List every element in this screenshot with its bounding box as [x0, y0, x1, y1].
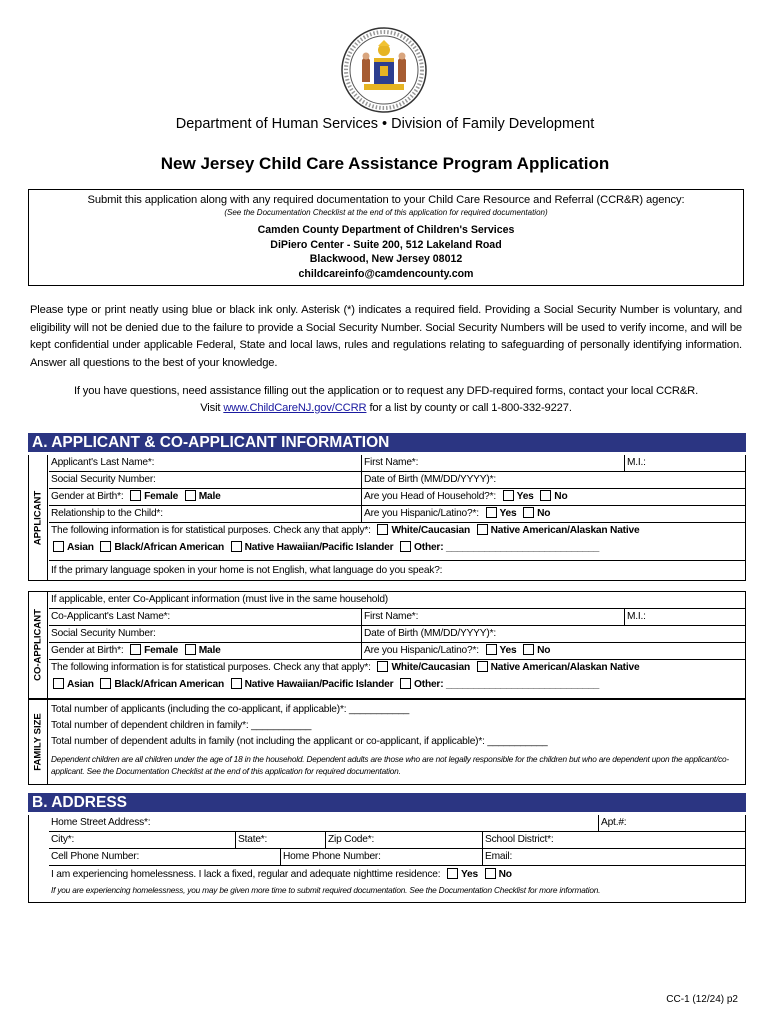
applicant-label: APPLICANT — [32, 490, 44, 545]
email-label: Email: — [485, 851, 513, 862]
homeless-no-label: No — [498, 869, 512, 880]
coapplicant-native-american-label: Native American/Alaskan Native — [490, 662, 640, 673]
apt-label: Apt.#: — [601, 817, 627, 828]
family-size-label: FAMILY SIZE — [32, 713, 44, 771]
zip-code-field[interactable] — [326, 832, 483, 848]
state-field[interactable] — [236, 832, 326, 848]
visit-after-text: for a list by county or call 1-800-332-9227. — [369, 402, 572, 414]
coapplicant-race-row — [49, 660, 746, 700]
coapplicant-label: CO-APPLICANT — [32, 609, 44, 681]
cell-phone-field[interactable] — [49, 849, 281, 865]
coapplicant-hawaiian-label: Native Hawaiian/Pacific Islander — [244, 679, 394, 690]
visit-text: Visit — [200, 402, 221, 414]
coapplicant-last-name-label: Co-Applicant's Last Name*: — [51, 611, 171, 622]
coapplicant-other-race-label[interactable]: Other: ____________________________ — [414, 679, 600, 690]
coapplicant-hispanic-field — [362, 643, 746, 659]
family-size-block — [28, 699, 746, 785]
applicant-gender-field — [49, 489, 362, 505]
applicant-race-intro: The following information is for statistical purposes. Check any that apply*: — [51, 525, 371, 536]
street-row — [49, 815, 746, 832]
documentation-note: (See the Documentation Checklist at the end of this application for required documentation) — [224, 208, 548, 217]
applicant-hispanic-label: Are you Hispanic/Latino?*: — [364, 508, 479, 519]
applicant-male-label: Male — [198, 491, 221, 502]
coapplicant-hispanic-yes-label: Yes — [499, 645, 517, 656]
coapplicant-race-intro: The following information is for statistical purposes. Check any that apply*: — [51, 662, 371, 673]
applicant-male-checkbox[interactable] — [185, 490, 196, 501]
section-a-header — [28, 433, 746, 452]
section-b-header — [28, 793, 746, 812]
coapplicant-hawaiian-checkbox[interactable] — [231, 678, 242, 689]
applicant-other-race-label[interactable]: Other: ____________________________ — [414, 542, 600, 553]
coapplicant-side-label — [29, 592, 48, 698]
coapplicant-intro-text: If applicable, enter Co-Applicant information (must live in the same household) — [51, 594, 388, 605]
questions-line: If you have questions, need assistance filling out the application or to request any DFD-required forms, contact your local CCR&R. — [73, 385, 699, 397]
coapplicant-hispanic-no-checkbox[interactable] — [523, 644, 534, 655]
address-block — [28, 815, 746, 903]
coapplicant-mi-field[interactable] — [625, 609, 746, 625]
coapplicant-intro-row — [49, 592, 746, 609]
applicant-last-name-label: Applicant's Last Name*: — [51, 457, 155, 468]
applicant-mi-label: M.I.: — [627, 457, 646, 468]
coapplicant-gender-label: Gender at Birth*: — [51, 645, 124, 656]
coapplicant-dob-label: Date of Birth (MM/DD/YYYY)*: — [364, 628, 496, 639]
applicant-native-american-checkbox[interactable] — [477, 524, 488, 535]
head-of-household-label: Are you Head of Household?*: — [364, 491, 497, 502]
apt-field[interactable] — [599, 815, 746, 831]
dependents-note: Dependent children are all children under the age of 18 in the household. Dependent adults are those who are not legally responsible for the children but who are dependent upon the applicant/co-applicant. See the Documentation Checklist at the end of this application for required documentation. — [51, 754, 729, 776]
coapplicant-asian-checkbox[interactable] — [53, 678, 64, 689]
coapplicant-native-american-checkbox[interactable] — [477, 661, 488, 672]
coapplicant-ssn-row — [49, 626, 746, 643]
city-field[interactable] — [49, 832, 236, 848]
applicant-last-name-field[interactable] — [49, 455, 362, 471]
coapplicant-hispanic-yes-checkbox[interactable] — [486, 644, 497, 655]
coapplicant-block — [28, 591, 746, 699]
homelessness-field — [51, 867, 512, 883]
city-row — [49, 832, 746, 849]
coapplicant-hispanic-label: Are you Hispanic/Latino?*: — [364, 645, 479, 656]
section-b-title: B. ADDRESS — [32, 794, 128, 811]
applicant-black-label: Black/African American — [114, 542, 224, 553]
applicant-other-race-checkbox[interactable] — [400, 541, 411, 552]
coapplicant-hispanic-no-label: No — [537, 645, 551, 656]
applicant-gender-label: Gender at Birth*: — [51, 491, 124, 502]
street-address-field[interactable] — [49, 815, 599, 831]
applicant-race-line2 — [49, 540, 599, 556]
head-no-label: No — [554, 491, 568, 502]
coapplicant-black-checkbox[interactable] — [100, 678, 111, 689]
applicant-hawaiian-checkbox[interactable] — [231, 541, 242, 552]
applicant-white-label: White/Caucasian — [391, 525, 470, 536]
coapplicant-first-name-label: First Name*: — [364, 611, 419, 622]
applicant-ssn-field[interactable] — [49, 472, 362, 488]
dependent-adults-field[interactable]: Total number of dependent adults in family (not including the applicant or co-applicant, if applicable)*: ___________ — [51, 736, 548, 747]
applicant-native-american-label: Native American/Alaskan Native — [490, 525, 640, 536]
coapplicant-dob-field[interactable] — [362, 626, 746, 642]
coapplicant-race-line1 — [51, 660, 639, 676]
street-address-label: Home Street Address*: — [51, 817, 151, 828]
questions-paragraph — [30, 383, 742, 417]
coapplicant-female-label: Female — [144, 645, 179, 656]
home-phone-label: Home Phone Number: — [283, 851, 381, 862]
applicant-relationship-row — [49, 506, 746, 523]
state-label: State*: — [238, 834, 268, 845]
applicant-female-checkbox[interactable] — [130, 490, 141, 501]
applicant-first-name-label: First Name*: — [364, 457, 419, 468]
homelessness-note: If you are experiencing homelessness, you may be given more time to submit required documentation. See the Documentation Checklist for more information. — [51, 885, 601, 895]
total-applicants-field[interactable]: Total number of applicants (including the co-applicant, if applicable)*: ___________ — [51, 704, 410, 715]
email-field[interactable] — [483, 849, 746, 865]
applicant-hispanic-field — [362, 506, 746, 522]
coapplicant-intro — [49, 592, 746, 608]
applicant-hispanic-no-checkbox[interactable] — [523, 507, 534, 518]
agency-email: childcareinfo@camdencounty.com — [298, 267, 474, 280]
ccrr-link[interactable]: www.ChildCareNJ.gov/CCRR — [223, 402, 367, 414]
section-a-title: A. APPLICANT & CO-APPLICANT INFORMATION — [32, 434, 390, 451]
applicant-asian-label: Asian — [67, 542, 94, 553]
agency-address — [29, 223, 743, 281]
applicant-dob-label: Date of Birth (MM/DD/YYYY)*: — [364, 474, 496, 485]
nj-state-seal-icon — [340, 26, 428, 114]
language-label: If the primary language spoken in your home is not English, what language do you speak?: — [51, 565, 443, 576]
family-size-side-label — [29, 700, 48, 784]
applicant-gender-row — [49, 489, 746, 506]
coapplicant-ssn-label: Social Security Number: — [51, 628, 156, 639]
applicant-ssn-label: Social Security Number: — [51, 474, 156, 485]
applicant-first-name-field[interactable] — [362, 455, 625, 471]
coapplicant-white-label: White/Caucasian — [391, 662, 470, 673]
city-label: City*: — [51, 834, 75, 845]
head-yes-label: Yes — [516, 491, 534, 502]
applicant-dob-field[interactable] — [362, 472, 746, 488]
coapplicant-female-checkbox[interactable] — [130, 644, 141, 655]
applicant-name-row — [49, 455, 746, 472]
homeless-yes-label: Yes — [461, 869, 478, 880]
coapplicant-race-line2 — [49, 677, 599, 693]
applicant-hispanic-no-label: No — [537, 508, 551, 519]
applicant-mi-field[interactable] — [625, 455, 746, 471]
applicant-relationship-field[interactable] — [49, 506, 362, 522]
coapplicant-other-race-checkbox[interactable] — [400, 678, 411, 689]
applicant-asian-checkbox[interactable] — [53, 541, 64, 552]
applicant-side-label — [29, 455, 48, 580]
home-phone-field[interactable] — [281, 849, 483, 865]
visit-line — [30, 400, 742, 417]
relationship-label: Relationship to the Child*: — [51, 508, 163, 519]
applicant-white-checkbox[interactable] — [377, 524, 388, 535]
homeless-yes-checkbox[interactable] — [447, 868, 458, 879]
applicant-head-of-household-field — [362, 489, 746, 505]
applicant-hawaiian-label: Native Hawaiian/Pacific Islander — [244, 542, 394, 553]
agency-address-line1: DiPiero Center - Suite 200, 512 Lakeland Road — [270, 238, 502, 251]
zip-code-label: Zip Code*: — [328, 834, 375, 845]
coapplicant-ssn-field[interactable] — [49, 626, 362, 642]
homelessness-label: I am experiencing homelessness. I lack a fixed, regular and adequate nighttime residence: — [51, 869, 441, 880]
submit-instructions-box — [28, 189, 744, 286]
coapplicant-mi-label: M.I.: — [627, 611, 646, 622]
applicant-ssn-row — [49, 472, 746, 489]
agency-name: Camden County Department of Children's Services — [257, 224, 515, 236]
submit-instruction: Submit this application along with any required documentation to your Child Care Resource and Referral (CCR&R) agency: — [87, 194, 685, 206]
applicant-race-row — [49, 523, 746, 561]
agency-address-line2: Blackwood, New Jersey 08012 — [309, 253, 463, 265]
coapplicant-male-label: Male — [198, 645, 221, 656]
applicant-female-label: Female — [144, 491, 179, 502]
applicant-hispanic-yes-checkbox[interactable] — [486, 507, 497, 518]
applicant-hispanic-yes-label: Yes — [499, 508, 517, 519]
head-no-checkbox[interactable] — [540, 490, 551, 501]
coapplicant-gender-field — [49, 643, 362, 659]
coapplicant-gender-row — [49, 643, 746, 660]
homeless-no-checkbox[interactable] — [485, 868, 496, 879]
coapplicant-asian-label: Asian — [67, 679, 94, 690]
cell-phone-label: Cell Phone Number: — [51, 851, 140, 862]
coapplicant-male-checkbox[interactable] — [185, 644, 196, 655]
intro-paragraph: Please type or print neatly using blue or black ink only. Asterisk (*) indicates a required field. Providing a Social Security Number is voluntary, and eligibility will not be denied due to the failure to provide a Social Security Number. Social Security Numbers will be used to verify income, and will be kept confidential under applicable Federal, State and local laws, rules and regulations relating to safeguarding of personally identifying information. Answer all questions to the best of your knowledge. — [30, 304, 742, 369]
school-district-field[interactable] — [483, 832, 746, 848]
applicant-black-checkbox[interactable] — [100, 541, 111, 552]
department-heading: Department of Human Services • Division of Family Development — [175, 116, 595, 132]
applicant-language-field[interactable] — [51, 563, 442, 579]
applicant-block — [28, 455, 746, 581]
coapplicant-name-row — [49, 609, 746, 626]
dependent-children-field[interactable]: Total number of dependent children in family*: ___________ — [51, 720, 312, 731]
coapplicant-first-name-field[interactable] — [362, 609, 625, 625]
phone-row — [49, 849, 746, 866]
head-yes-checkbox[interactable] — [503, 490, 514, 501]
page-footer: CC-1 (12/24) p2 — [666, 994, 738, 1005]
page-title: New Jersey Child Care Assistance Program Application — [160, 154, 610, 173]
coapplicant-last-name-field[interactable] — [49, 609, 362, 625]
school-district-label: School District*: — [485, 834, 554, 845]
applicant-race-line1 — [51, 523, 639, 539]
coapplicant-black-label: Black/African American — [114, 679, 224, 690]
coapplicant-white-checkbox[interactable] — [377, 661, 388, 672]
